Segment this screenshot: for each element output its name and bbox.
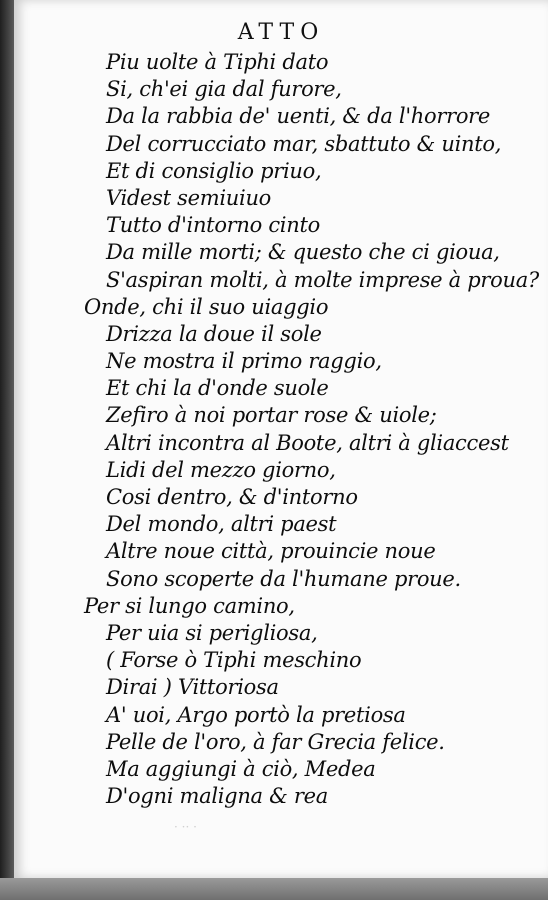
- verse-line: Onde, chi il suo uiaggio: [84, 294, 329, 319]
- verse-line: Et di consiglio priuo,: [106, 158, 322, 183]
- verse-line: Del mondo, altri paest: [106, 512, 337, 537]
- verse-line: Del corrucciato mar, sbattuto & uinto,: [106, 131, 502, 156]
- verse-line: Videst semiuiuo: [106, 185, 272, 210]
- verse-line: Et chi la d'onde suole: [106, 376, 329, 401]
- verse-line: Tutto d'intorno cinto: [106, 213, 320, 238]
- verse-block: [14, 49, 548, 810]
- verse-line: Sono scoperte da l'humane proue.: [106, 566, 461, 591]
- verse-line: D'ogni maligna & rea: [106, 784, 328, 809]
- verse-line: Cosi dentro, & d'intorno: [106, 485, 358, 509]
- verse-line: Piu uolte à Tiphi dato: [106, 50, 329, 74]
- verse-line: Altri incontra al Boote, altri à gliaccest: [106, 430, 509, 455]
- page-bottom-edge: [0, 878, 548, 900]
- faint-mark: · ·· ·: [174, 820, 197, 834]
- verse-line: Zefiro à noi portar rose & uiole;: [106, 403, 437, 428]
- verse-line: A' uoi, Argo portò la pretiosa: [106, 702, 406, 727]
- verse-line: Drizza la doue il sole: [106, 321, 322, 346]
- book-gutter: [0, 0, 14, 900]
- verse-line: Altre noue città, prouincie noue: [106, 539, 436, 564]
- verse-line: Lidi del mezzo giorno,: [106, 457, 336, 482]
- verse-line: Da la rabbia de' uenti, & da l'horrore: [106, 104, 491, 129]
- book-page: [14, 0, 548, 878]
- running-header: ATTO: [237, 20, 325, 45]
- verse-line: Per uia si perigliosa,: [106, 620, 318, 645]
- verse-line: Per si lungo camino,: [84, 593, 295, 618]
- verse-line: S'aspiran molti, à molte imprese à proua?: [106, 267, 539, 292]
- verse-line: ( Forse ò Tiphi meschino: [106, 648, 362, 673]
- verse-line: Si, ch'ei gia dal furore,: [106, 77, 342, 102]
- verse-line: Ma aggiungi à ciò, Medea: [106, 756, 376, 781]
- verse-line: Da mille morti; & questo che ci gioua,: [106, 240, 500, 265]
- verse-line: Pelle de l'oro, à far Grecia felice.: [106, 729, 445, 754]
- verse-line: Ne mostra il primo raggio,: [106, 349, 382, 374]
- verse-line: Dirai ) Vittoriosa: [106, 675, 279, 700]
